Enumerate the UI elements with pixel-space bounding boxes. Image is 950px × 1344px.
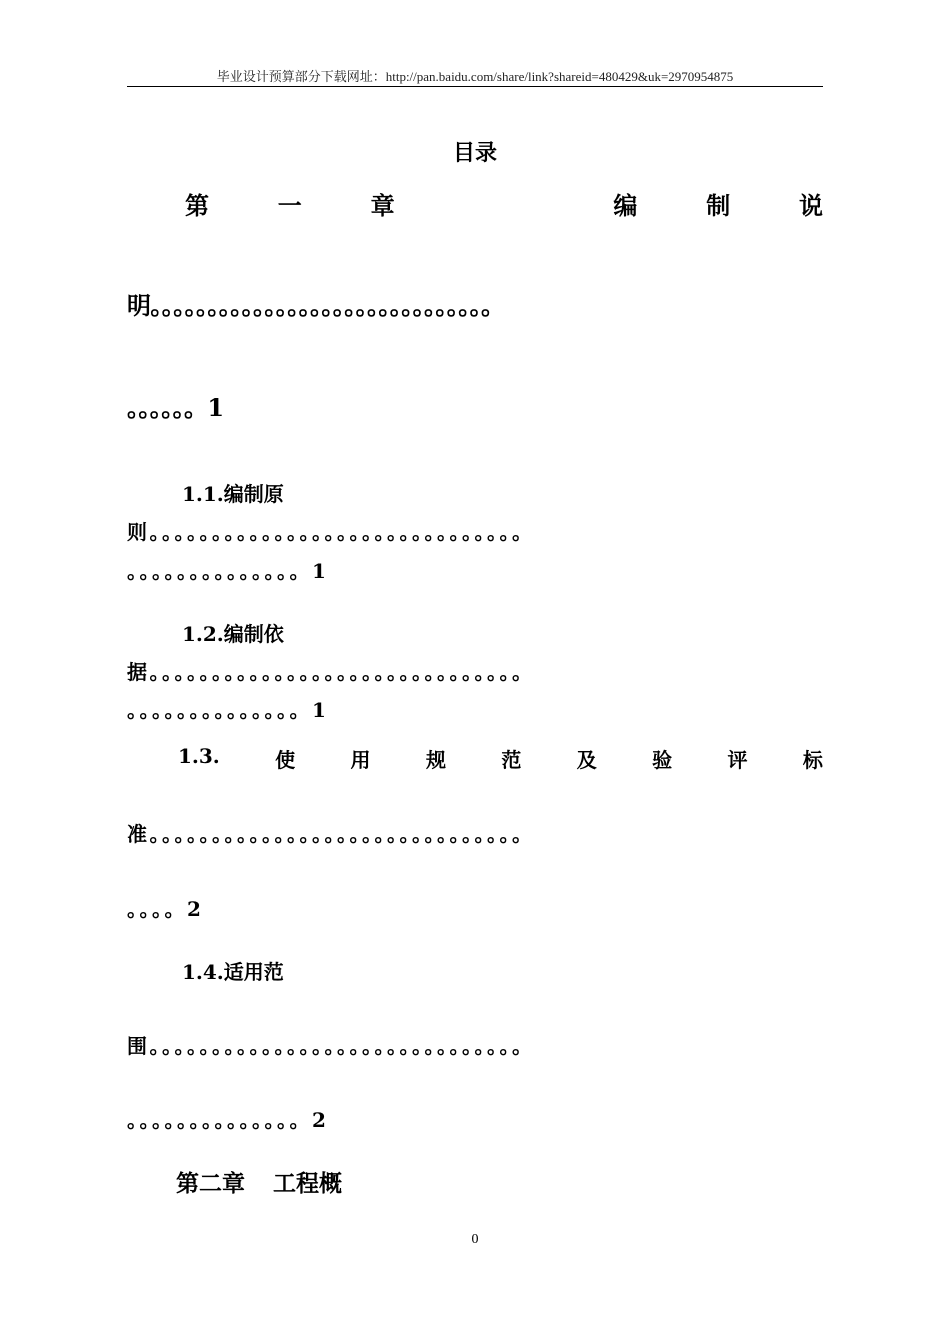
chapter2-title: 工程概 [273,1170,343,1197]
item-1-3-part: 使 [275,748,296,772]
toc-item-1-4-page: 。。。。。。。。。。。。。。2 [127,1108,329,1132]
page-header: 毕业设计预算部分下载网址：http://pan.baidu.com/share/link?shareid=480429&uk=2970954875 [216,69,734,84]
chapter1-char: 说 [798,191,823,220]
toc-title: 目录 [452,140,497,166]
toc-item-1-4-leader: 围。。。。。。。。。。。。。。。。。。。。。。。。。。。。。。 [127,1034,535,1058]
toc-item-1-1-leader: 则。。。。。。。。。。。。。。。。。。。。。。。。。。。。。。 [127,520,535,544]
item-1-3-part: 规 [425,748,446,772]
chapter1-char: 章 [370,191,395,220]
toc-chapter2-heading[interactable] [176,1165,342,1198]
toc-item-1-1-label[interactable]: 1.1.编制原 [182,482,284,506]
toc-item-1-2-label[interactable]: 1.2.编制依 [182,622,284,646]
item-1-3-part: 评 [727,748,748,772]
toc-chapter1-leader: 明。。。。。。。。。。。。。。。。。。。。。。。。。。。。。。 [127,291,505,320]
toc-item-1-1-page: 。。。。。。。。。。。。。。1 [127,559,329,583]
toc-item-1-2-page: 。。。。。。。。。。。。。。1 [127,698,329,722]
toc-item-1-2-leader: 据。。。。。。。。。。。。。。。。。。。。。。。。。。。。。。 [127,660,535,684]
item-1-3-part: 验 [652,748,673,772]
chapter1-char: 编 [613,191,638,220]
page-number: 0 [471,1232,479,1247]
chapter1-char: 一 [277,191,302,220]
toc-item-1-3-label[interactable] [178,744,823,773]
chapter2-label: 第二章 [176,1170,245,1197]
chapter1-char: 第 [185,191,209,220]
toc-chapter1-page: 。。。。。。1 [127,393,224,422]
toc-item-1-4-label[interactable]: 1.4.适用范 [182,960,284,984]
item-1-3-part: 及 [576,748,597,772]
item-1-3-part: 标 [802,748,823,772]
toc-item-1-3-leader: 准。。。。。。。。。。。。。。。。。。。。。。。。。。。。。。 [127,822,535,846]
item-1-3-part: 范 [501,748,522,772]
item-1-3-part: 1.3. [178,744,220,768]
toc-item-1-3-page: 。。。。2 [127,897,204,921]
item-1-3-part: 用 [350,748,371,772]
header-divider [127,86,823,87]
chapter1-char: 制 [706,191,731,220]
toc-chapter1-heading[interactable] [185,186,823,221]
